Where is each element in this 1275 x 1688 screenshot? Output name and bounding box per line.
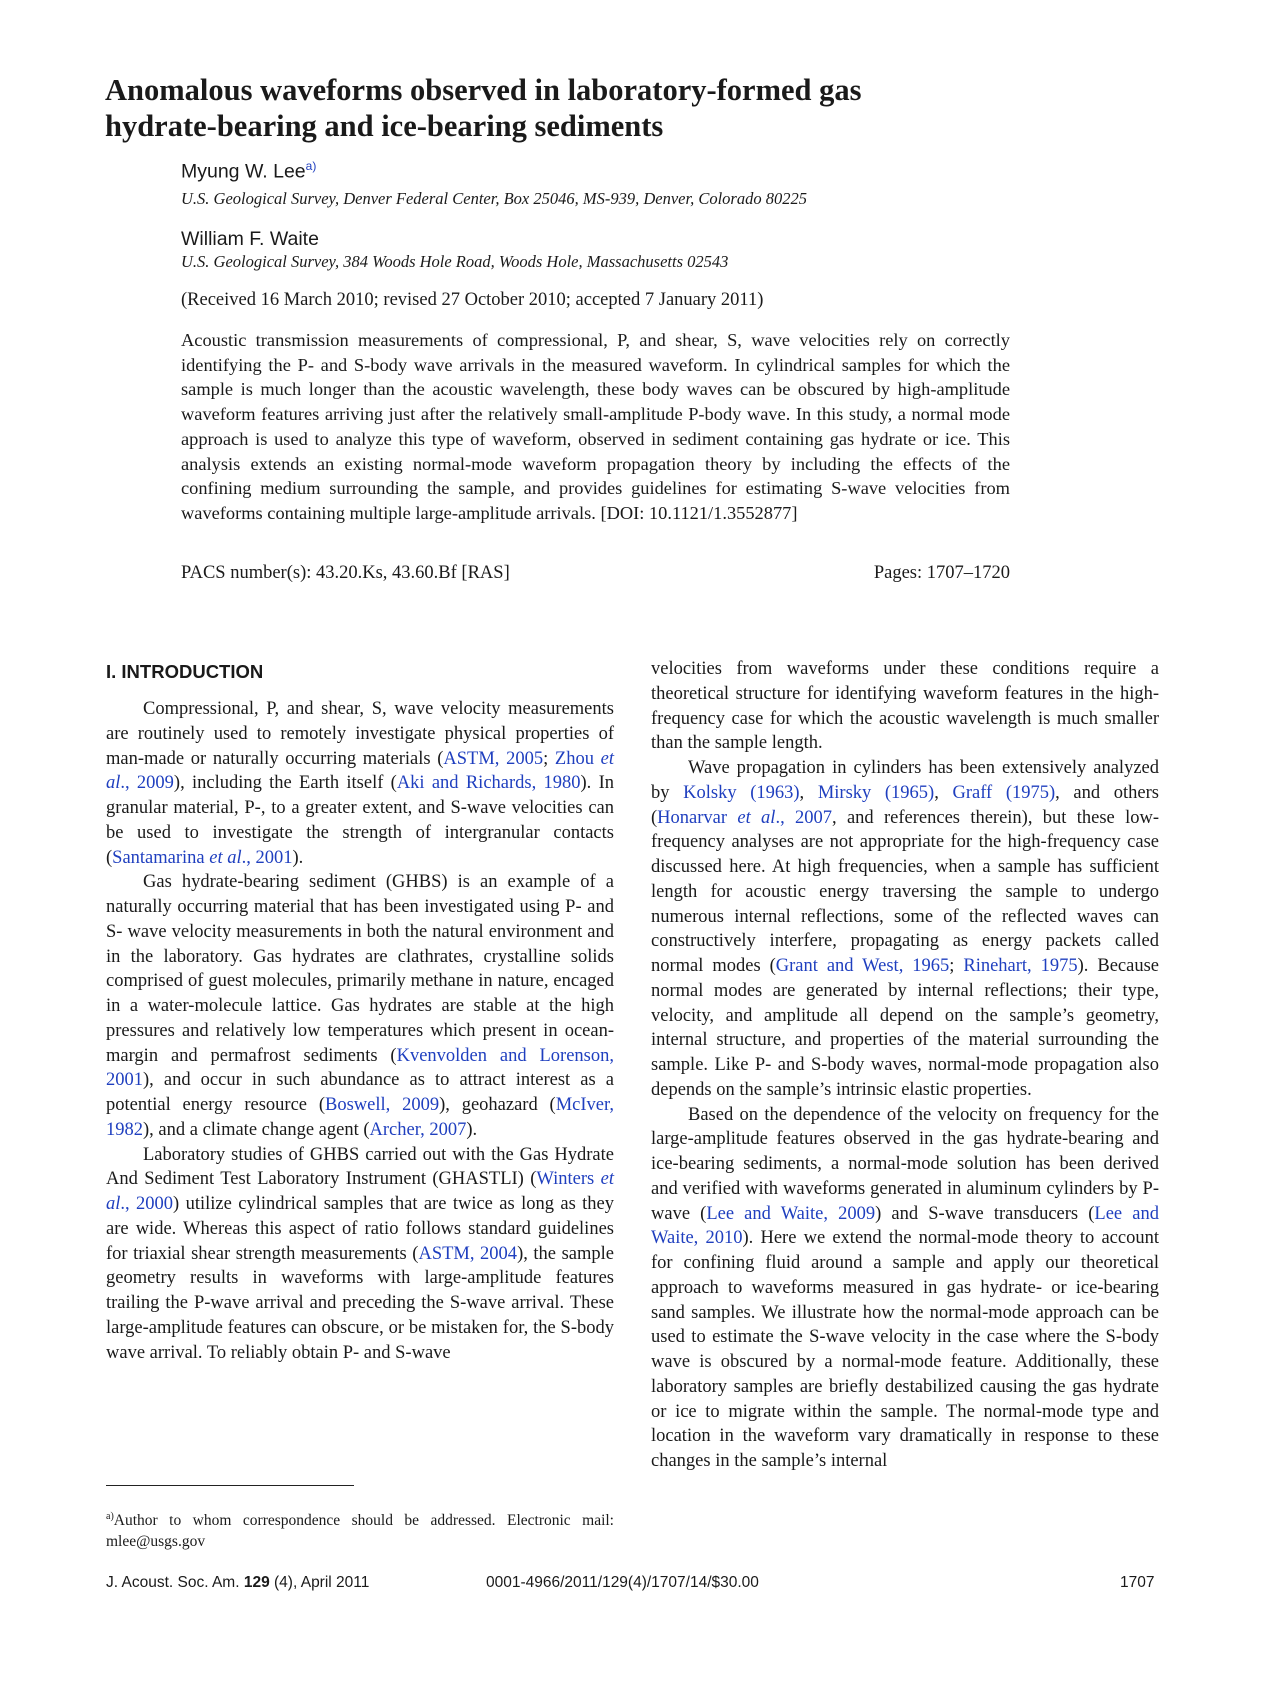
paper-title — [105, 72, 1105, 144]
pacs-line — [181, 563, 1010, 584]
author-1-affiliation: U.S. Geological Survey, Denver Federal Center, Box 25046, MS-939, Denver, Colorado 80225 — [181, 189, 807, 208]
title-line-1: Anomalous waveforms observed in laboratory-formed gas — [105, 73, 862, 107]
citation-lee-waite-2009[interactable]: Lee and Waite, 2009 — [706, 1203, 876, 1224]
author-1-name: Myung W. Lee$^{a)}$ — [181, 159, 317, 183]
citation-kolsky-1963[interactable]: Kolsky (1963) — [683, 782, 800, 803]
citation-aki-richards-1980[interactable]: Aki and Richards, 1980 — [396, 773, 581, 794]
left-column — [106, 657, 614, 1365]
footnote-divider — [106, 1485, 354, 1486]
citation-astm-2005[interactable]: ASTM, 2005 — [443, 748, 544, 769]
footer-page-number: 1707 — [1120, 1574, 1155, 1591]
right-column — [651, 657, 1159, 1474]
intro-paragraph-2: Gas hydrate-bearing sediment (GHBS) is an example of a naturally occurring material that has been investigated using P- and S- wave velocity measurements in both the natural environment and in the laboratory. Gas hydrates are clathrates, crystalline solids comprised of guest molecules, primarily methane in nature, encaged in a water-molecule lattice. Gas hydrates are stable at the high pressures and relatively low temperatures which present in ocean-margin and permafrost sediments (Kvenvolden and Lorenson, 2001), and occur in such abundance as to attract interest as a potential energy resource (Boswell, 2009), geohazard (McIver, 1982), and a climate change agent (Archer, 2007). — [106, 872, 615, 1140]
intro-paragraph-3-continued: velocities from waveforms under these conditions require a theoretical structure for identifying waveform features in the high-frequency case for which the acoustic wavelength is much smaller than the sample length. — [651, 659, 1159, 754]
section-heading: I. INTRODUCTION — [106, 661, 264, 682]
received-dates: (Received 16 March 2010; revised 27 October 2010; accepted 7 January 2011) — [181, 290, 764, 310]
citation-santamarina-2001[interactable]: Santamarina et al., 2001 — [112, 847, 293, 868]
footnote-mark: a) — [106, 1511, 114, 1522]
citation-grant-west-1965[interactable]: Grant and West, 1965 — [775, 956, 950, 976]
intro-paragraph-1: Compressional, P, and shear, S, wave velocity measurements are routinely used to remotely investigate physical properties of man-made or naturally occurring materials (ASTM, 2005; Zhou et al., 2009), including the Earth itself (Aki and Richards, 1980). In granular material, P-, to a greater extent, and S-wave velocities can be used to investigate the strength of intergranular contacts (Santamarina et al., 2001). — [106, 699, 614, 868]
citation-kvenvolden-lorenson-2001[interactable]: Kvenvolden and Lorenson, 2001 — [106, 1045, 614, 1091]
author-2-name: William F. Waite — [181, 228, 319, 250]
citation-honarvar-2007[interactable]: Honarvar et al., 2007 — [657, 807, 833, 828]
author-2-affiliation: U.S. Geological Survey, 384 Woods Hole Road, Woods Hole, Massachusetts 02543 — [181, 252, 729, 271]
citation-astm-2004[interactable]: ASTM, 2004 — [418, 1243, 518, 1264]
intro-paragraph-5: Based on the dependence of the velocity on frequency for the large-amplitude features observed in the gas hydrate-bearing and ice-bearing sediments, a normal-mode solution has been derived and verified with waveforms generated in aluminum cylinders by P-wave (Lee and Waite, 2009) and S-wave transducers (Lee and Waite, 2010). Here we extend the normal-mode theory to account for confining fluid around a sample and apply our theoretical approach to waveforms measured in gas hydrate- or ice-bearing sand samples. We illustrate how the normal-mode approach can be used to estimate the S-wave velocity in the case where the S-body wave is obscured by a normal-mode feature. Additionally, these laboratory samples are briefly destabilized causing the gas hydrate or ice to migrate within the sample. The normal-mode type and location in the waveform vary dramatically in response to these changes in the sample’s internal — [651, 1104, 1159, 1471]
citation-winters-2000[interactable]: Winters et al., 2000 — [106, 1169, 615, 1214]
title-line-2: hydrate-bearing and ice-bearing sediments — [105, 109, 664, 143]
citation-zhou-2009[interactable]: Zhou et al., 2009 — [106, 748, 614, 794]
citation-rinehart-1975[interactable]: Rinehart, 1975 — [963, 956, 1078, 976]
author-1-footnote-mark[interactable]: a) — [305, 159, 317, 173]
pacs-numbers: PACS number(s): 43.20.Ks, 43.60.Bf [RAS] — [181, 563, 510, 583]
intro-paragraph-4: Wave propagation in cylinders has been extensively analyzed by Kolsky (1963), Mirsky (1965), Graff (1975), and others (Honarvar et al., 2007, and references therein), but these low-frequency analyses are not appropriate for the high-frequency case discussed here. At high frequencies, when a sample has sufficient length for acoustic energy traversing the sample to undergo numerous internal reflections, some of the reflected waves can constructively interfere, propagating as energy packets called normal modes (Grant and West, 1965; Rinehart, 1975). Because normal modes are generated by internal reflections; their type, velocity, and amplitude all depend on the sample’s geometry, internal structure, and properties of the material surrounding the sample. Like P- and S-body waves, normal-mode propagation also depends on the sample’s intrinsic elastic properties. — [651, 758, 1160, 1100]
citation-lee-waite-2010[interactable]: Lee and Waite, 2010 — [651, 1203, 1159, 1249]
footer-article-code: 0001-4966/2011/129(4)/1707/14/$30.00 — [486, 1574, 759, 1591]
footnote-text: Author to whom correspondence should be addressed. Electronic mail: mlee@usgs.gov — [106, 1512, 614, 1551]
citation-mciver-1982[interactable]: McIver, 1982 — [106, 1095, 615, 1140]
citation-mirsky-1965[interactable]: Mirsky (1965) — [817, 782, 935, 803]
footer-volume: 129 — [243, 1574, 270, 1591]
citation-archer-2007[interactable]: Archer, 2007 — [369, 1119, 467, 1140]
abstract: Acoustic transmission measurements of compressional, P, and shear, S, wave velocities rely on correctly identifying the P- and S-body wave arrivals in the measured waveform. In cylindrical samples for which the sample is much longer than the acoustic wavelength, these body waves can be obscured by high-amplitude waveform features arriving just after the relatively small-amplitude P-body wave. In this study, a normal mode approach is used to analyze this type of waveform, observed in sediment containing gas hydrate or ice. This analysis extends an existing normal-mode waveform propagation theory by including the effects of the confining medium surrounding the sample, and provides guidelines for estimating S-wave velocities from waveforms containing multiple large-amplitude arrivals. [DOI: 10.1121/1.3552877] — [181, 330, 1010, 523]
footnote — [106, 1506, 614, 1552]
page-range: Pages: 1707–1720 — [873, 563, 1010, 583]
intro-paragraph-3: Laboratory studies of GHBS carried out with the Gas Hydrate And Sediment Test Laboratory Instrument (GHASTLI) (Winters et al., 2000) utilize cylindrical samples that are twice as long as they are wide. Whereas this aspect of ratio follows standard guidelines for triaxial shear strength measurements (ASTM, 2004), the sample geometry results in waveforms with large-amplitude features trailing the P-wave arrival and preceding the S-wave arrival. These large-amplitude features can obscure, or be mistaken for, the S-body wave arrival. To reliably obtain P- and S-wave — [106, 1144, 615, 1363]
citation-boswell-2009[interactable]: Boswell, 2009 — [325, 1095, 440, 1115]
citation-graff-1975[interactable]: Graff (1975) — [952, 782, 1056, 803]
footer-journal-citation: J. Acoust. Soc. Am. 129 (4), April 2011 — [106, 1574, 370, 1591]
